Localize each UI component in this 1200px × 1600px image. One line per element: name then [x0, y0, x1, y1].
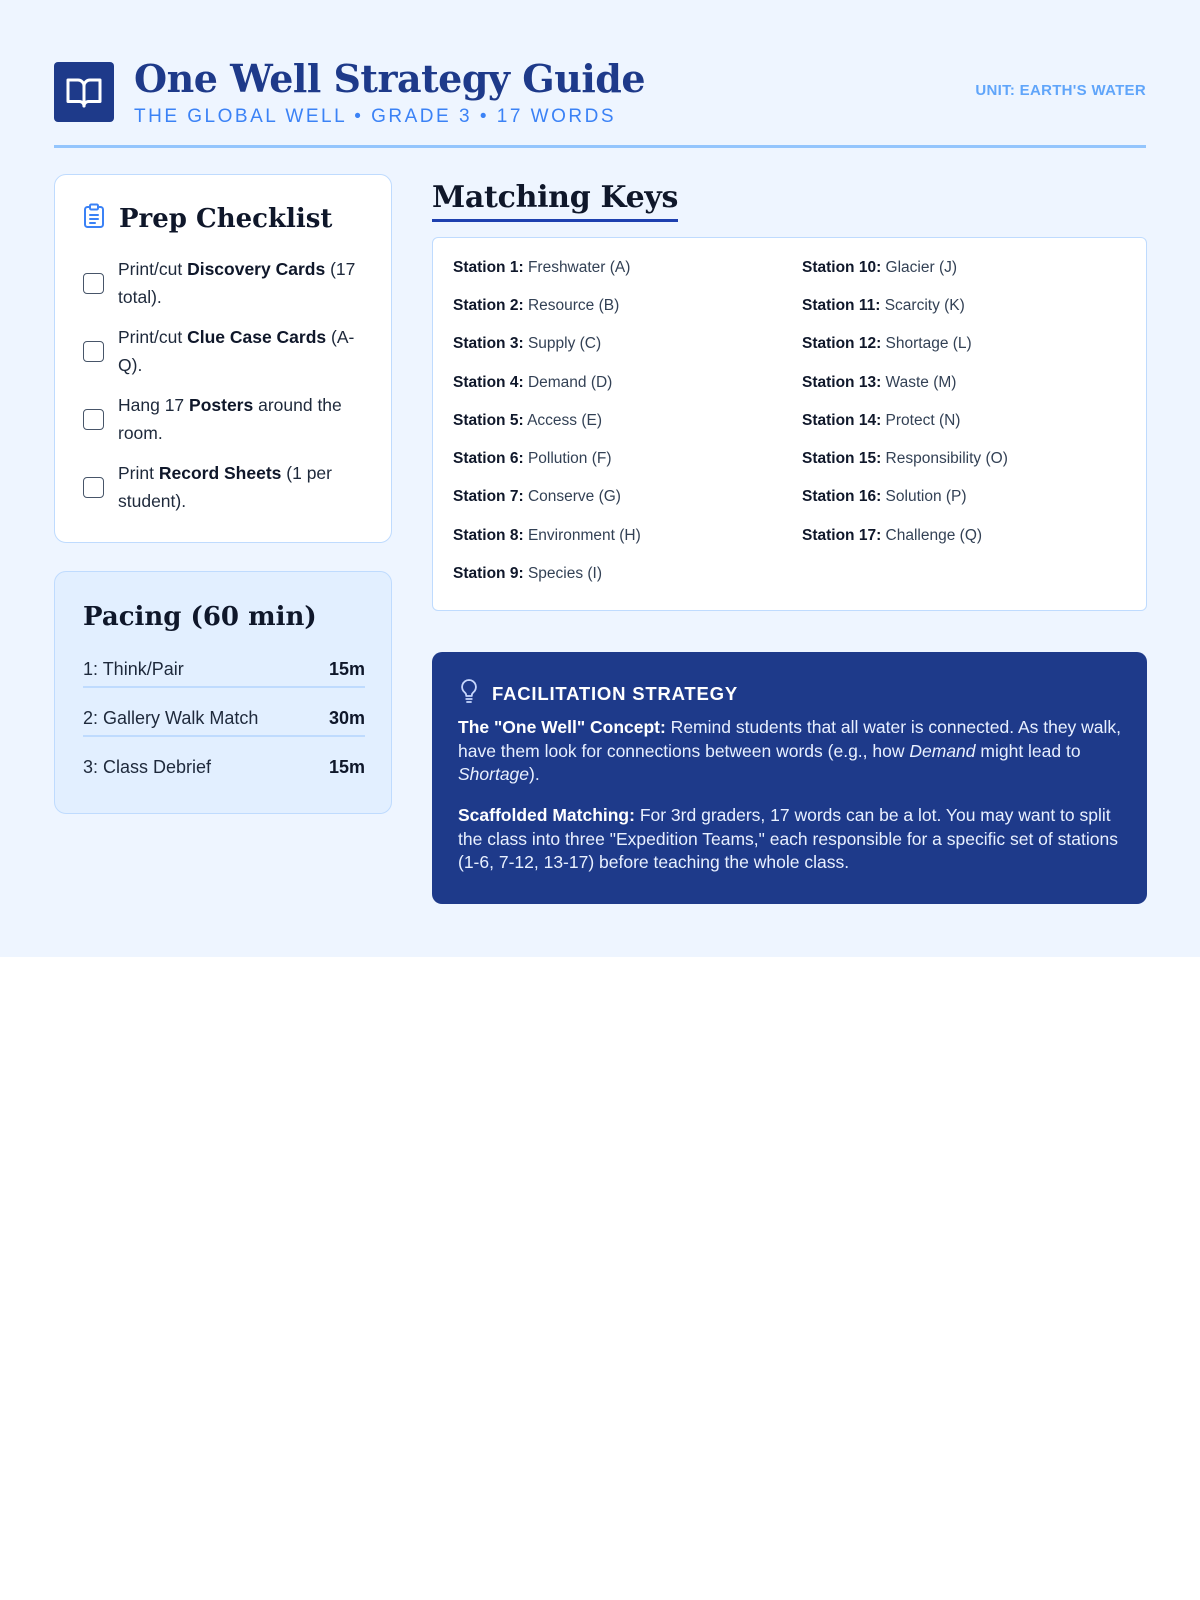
checkbox[interactable]: [83, 477, 104, 498]
checklist-header: [83, 203, 332, 234]
prep-checklist-card: [54, 174, 392, 543]
station-key: Station 7: Conserve (G): [453, 488, 621, 505]
matching-keys-heading: Matching Keys: [432, 180, 678, 222]
strategy-title: FACILITATION STRATEGY: [492, 682, 738, 704]
pacing-label: 2: Gallery Walk Match: [83, 707, 259, 728]
station-key: Station 15: Responsibility (O): [802, 450, 1008, 467]
checklist-item-text: Print Record Sheets (1 per student).: [118, 463, 332, 511]
station-key: Station 4: Demand (D): [453, 374, 613, 391]
station-key: Station 14: Protect (N): [802, 412, 961, 429]
station-key: Station 6: Pollution (F): [453, 450, 612, 467]
unit-label: UNIT: EARTH'S WATER: [975, 82, 1146, 99]
pacing-row: [83, 743, 365, 791]
pacing-title: Pacing (60 min): [83, 602, 317, 632]
station-key: Station 5: Access (E): [453, 412, 603, 429]
checklist-item[interactable]: [83, 255, 373, 311]
checkbox[interactable]: [83, 341, 104, 362]
checklist-item-text: Hang 17 Posters around the room.: [118, 395, 342, 443]
station-key: Station 13: Waste (M): [802, 374, 957, 391]
pacing-duration: 30m: [328, 707, 365, 728]
checkbox[interactable]: [83, 409, 104, 430]
pacing-card: [54, 571, 392, 814]
station-key: Station 11: Scarcity (K): [802, 297, 965, 314]
divider: [83, 686, 365, 688]
divider: [83, 735, 365, 737]
station-key: Station 9: Species (I): [453, 565, 603, 582]
station-key: Station 3: Supply (C): [453, 335, 602, 352]
station-key: Station 10: Glacier (J): [802, 259, 958, 276]
station-key: Station 16: Solution (P): [802, 488, 967, 505]
lightbulb-icon: [460, 678, 478, 709]
page-subtitle: THE GLOBAL WELL • GRADE 3 • 17 WORDS: [134, 106, 616, 127]
station-key: Station 17: Challenge (Q): [802, 527, 983, 544]
page-header: [54, 56, 1146, 148]
checklist-item[interactable]: [83, 391, 373, 447]
page-title: One Well Strategy Guide: [134, 56, 645, 101]
strategy-header: [460, 678, 738, 709]
checklist-item-text: Print/cut Discovery Cards (17 total).: [118, 259, 356, 307]
station-key: Station 2: Resource (B): [453, 297, 620, 314]
matching-keys-card: [432, 237, 1147, 611]
clipboard-icon: [83, 203, 105, 234]
checklist-item[interactable]: [83, 323, 373, 379]
station-key: Station 8: Environment (H): [453, 527, 641, 544]
checkbox[interactable]: [83, 273, 104, 294]
pacing-duration: 15m: [328, 658, 365, 679]
pacing-label: 3: Class Debrief: [83, 756, 212, 777]
facilitation-strategy-card: [432, 652, 1147, 904]
checklist-title: Prep Checklist: [119, 203, 333, 234]
station-key: Station 12: Shortage (L): [802, 335, 972, 352]
pacing-duration: 15m: [328, 756, 365, 777]
open-book-icon: [54, 62, 114, 122]
strategy-paragraph: The "One Well" Concept: Remind students that all water is connected. As they walk, have them look for connections between words (e.g., how Demand might lead to Shortage).: [458, 717, 1122, 784]
checklist-item[interactable]: [83, 459, 373, 515]
station-key: Station 1: Freshwater (A): [453, 259, 631, 276]
checklist-item-text: Print/cut Clue Case Cards (A-Q).: [118, 327, 355, 375]
strategy-paragraph: Scaffolded Matching: For 3rd graders, 17 words can be a lot. You may want to split the class into three "Expedition Teams," each responsible for a specific set of stations (1-6, 7-12, 13-17) before teaching the whole class.: [458, 805, 1118, 872]
pacing-label: 1: Think/Pair: [83, 658, 184, 679]
